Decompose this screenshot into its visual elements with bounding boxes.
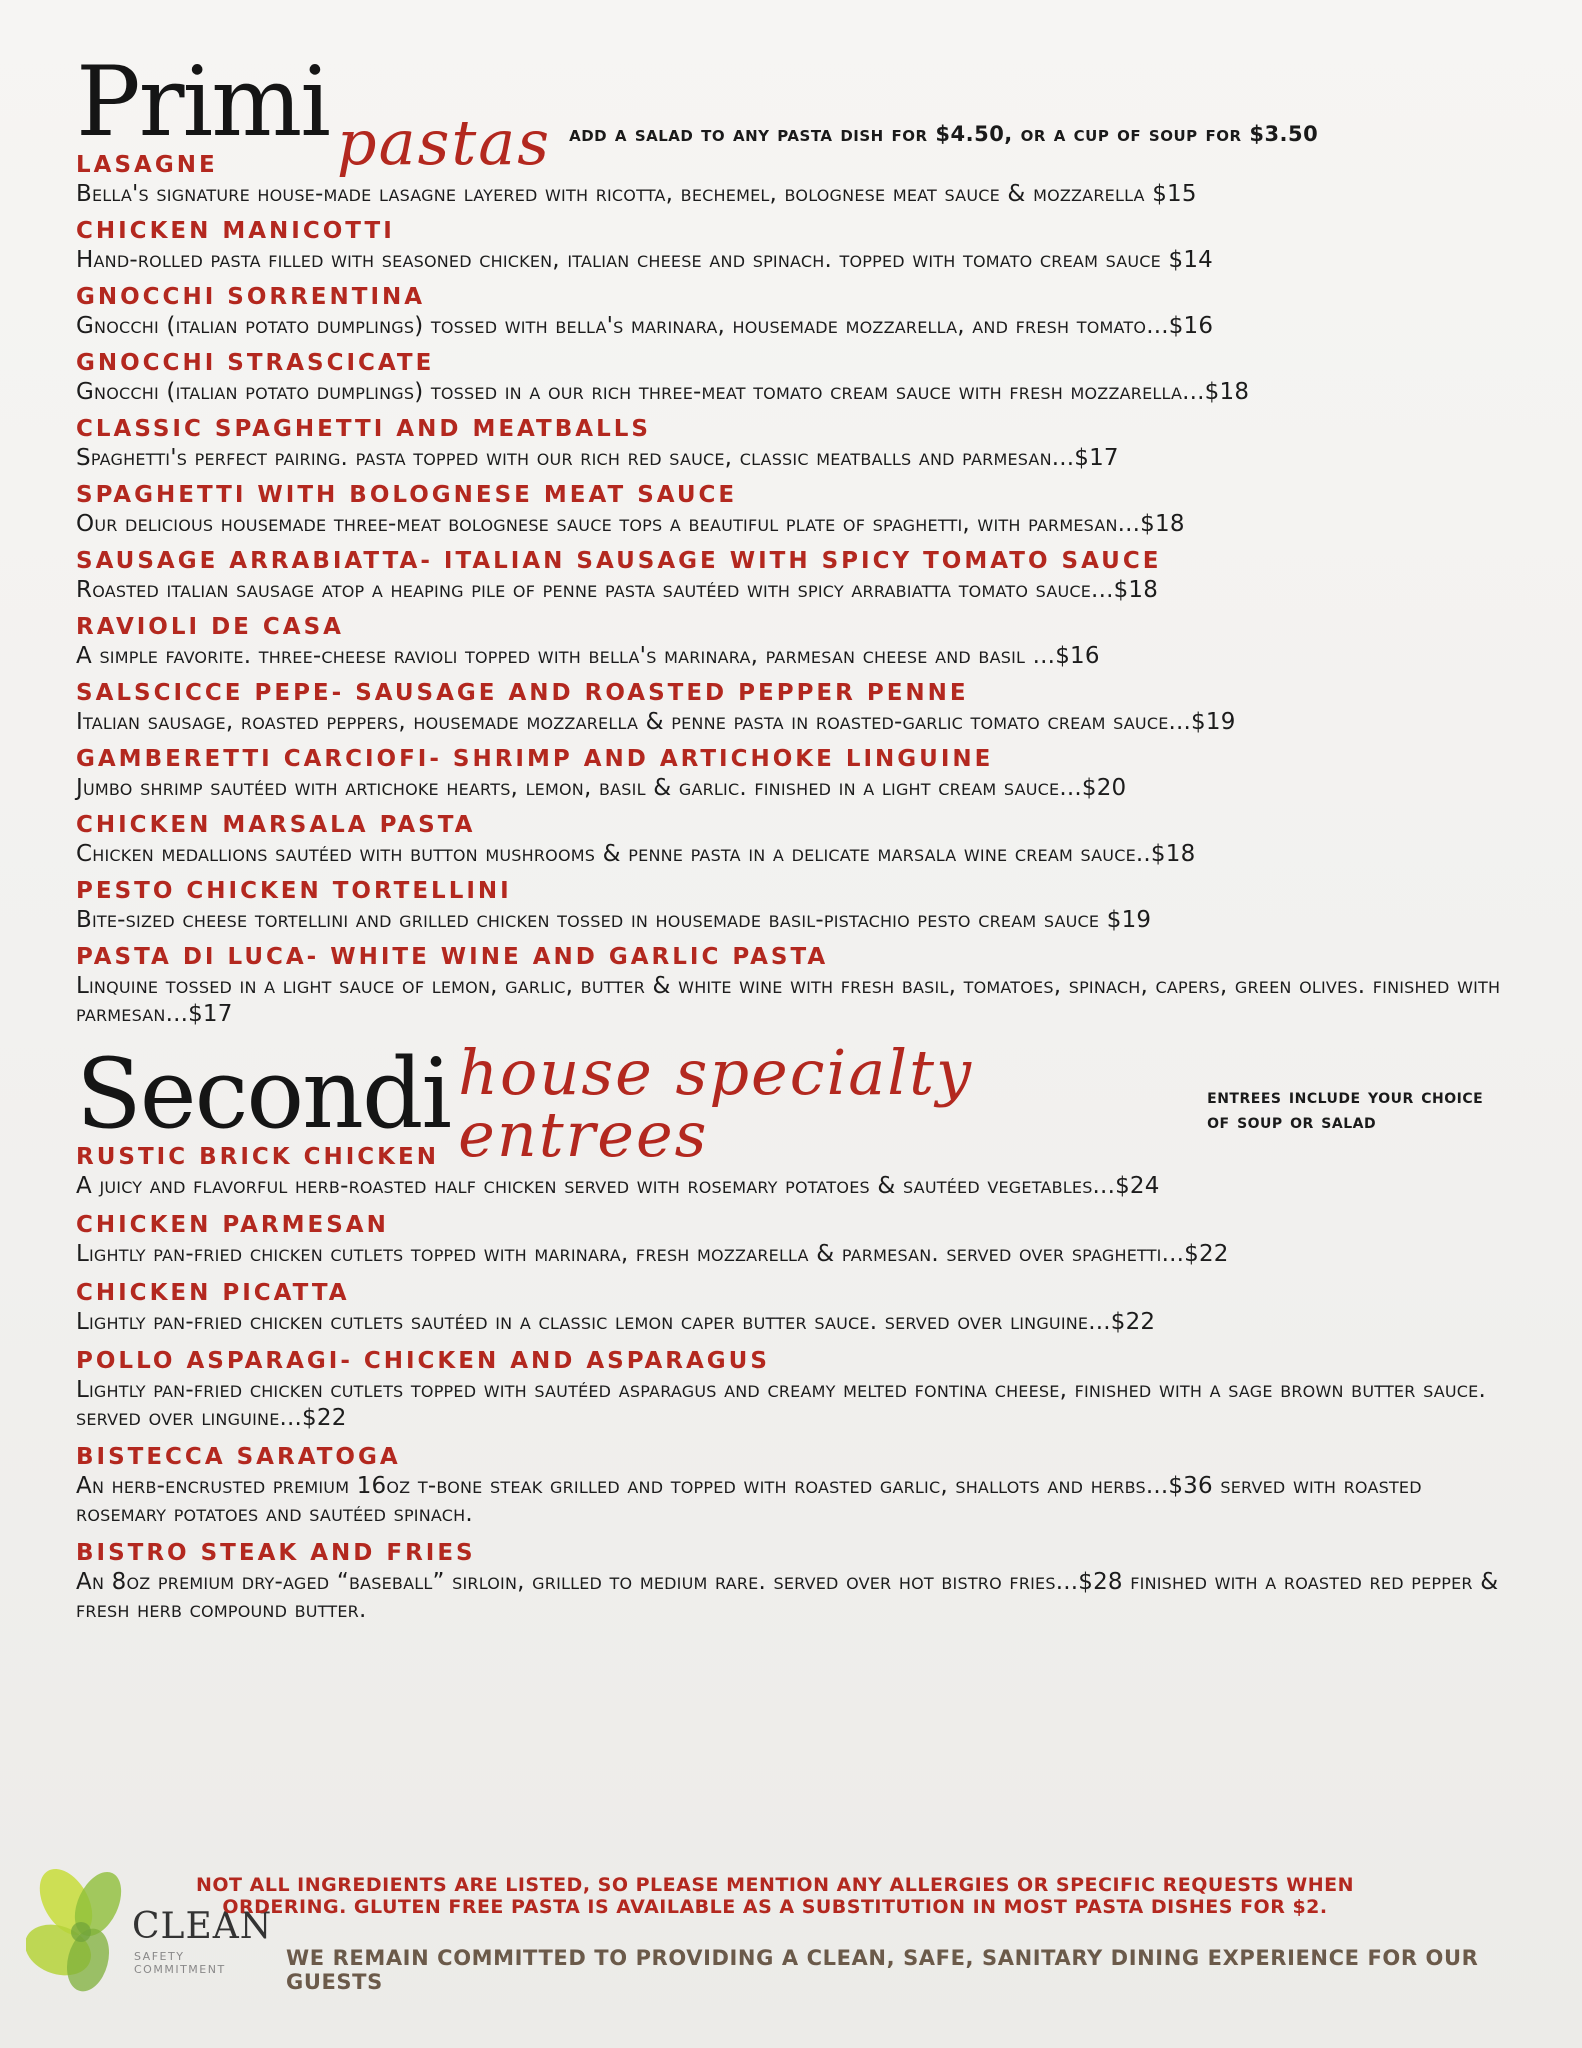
logo-word: CLEAN [132,1906,273,1947]
menu-item [76,942,1512,1028]
menu-item-description: Italian sausage, roasted peppers, housemade mozzarella & penne pasta in roasted-garlic tomato cream sauce...$19 [76,709,1236,735]
menu-item-description: Spaghetti's perfect pairing. pasta topped with our rich red sauce, classic meatballs and parmesan...$17 [76,445,1119,471]
menu-item-description: Gnocchi (italian potato dumplings) tossed with bella's marinara, housemade mozzarella, and fresh tomato...$16 [76,313,1214,339]
menu-item-name: POLLO ASPARAGI- CHICKEN AND ASPARAGUS [76,1348,770,1374]
menu-item-description: An 8oz premium dry-aged “baseball” sirloin, grilled to medium rare. served over hot bistro fries...$28 finished with a roasted red pepper & fresh herb compound butter. [76,1569,1499,1623]
menu-item-description: Lightly pan-fried chicken cutlets topped with sautéed asparagus and creamy melted fontina cheese, finished with a sage brown butter sauce. served over linguine...$22 [76,1377,1486,1431]
primi-section [0,40,1582,1028]
menu-item [76,1538,1512,1624]
menu-item-name: BISTECCA SARATOGA [76,1444,401,1470]
leaf-icon [26,1862,136,2002]
primi-item-list [76,150,1512,1028]
menu-item [76,876,1512,934]
menu-item [76,414,1512,472]
menu-item-description: A juicy and flavorful herb-roasted half chicken served with rosemary potatoes & sautéed vegetables...$24 [76,1173,1160,1199]
menu-item-name: CHICKEN PICATTA [76,1280,350,1306]
menu-item [76,546,1512,604]
menu-item-name: CHICKEN PARMESAN [76,1212,389,1238]
menu-item-name: PASTA DI LUCA- WHITE WINE AND GARLIC PASTA [76,944,829,970]
primi-note: add a salad to any pasta dish for $4.50, or a cup of soup for $3.50 [569,122,1319,146]
menu-item-description: Hand-rolled pasta filled with seasoned chicken, italian cheese and spinach. topped with tomato cream sauce $14 [76,247,1213,273]
menu-item-name: PESTO CHICKEN TORTELLINI [76,878,512,904]
menu-item-name: CLASSIC SPAGHETTI AND MEATBALLS [76,416,651,442]
menu-item-description: Bite-sized cheese tortellini and grilled chicken tossed in housemade basil-pistachio pesto cream sauce $19 [76,907,1152,933]
menu-item [76,612,1512,670]
menu-item [76,1278,1512,1336]
secondi-subtitle: house specialty entrees [458,1036,974,1171]
menu-item [76,150,1512,208]
menu-item-name: GNOCCHI SORRENTINA [76,284,426,310]
menu-item-description: Linquine tossed in a light sauce of lemon, garlic, butter & white wine with fresh basil, tomatoes, spinach, capers, green olives. finished with parmesan...$17 [76,973,1501,1027]
menu-item-name: GNOCCHI STRASCICATE [76,350,435,376]
menu-item-name: CHICKEN MARSALA PASTA [76,812,476,838]
allergy-note: NOT ALL INGREDIENTS ARE LISTED, SO PLEASE MENTION ANY ALLERGIES OR SPECIFIC REQUESTS WHEN ORDERING. GLUTEN FREE PASTA IS AVAILABLE AS A SUBSTITUTION IN MOST PASTA DISHES FOR $2. [196,1874,1354,1918]
menu-item-name: BISTRO STEAK AND FRIES [76,1540,476,1566]
primi-subtitle: pastas [336,106,552,179]
menu-item-name: LASAGNE [76,152,218,178]
menu-item-description: Gnocchi (italian potato dumplings) tossed in a our rich three-meat tomato cream sauce with fresh mozzarella...$18 [76,379,1250,405]
secondi-title: Secondi [76,1038,451,1150]
commitment-note: WE REMAIN COMMITTED TO PROVIDING A CLEAN, SAFE, SANITARY DINING EXPERIENCE FOR OUR GUESTS [286,1946,1479,1994]
menu-item-description: Jumbo shrimp sautéed with artichoke hearts, lemon, basil & garlic. finished in a light cream sauce...$20 [76,775,1127,801]
menu-item [76,810,1512,868]
primi-title: Primi [76,46,329,158]
menu-item-name: RUSTIC BRICK CHICKEN [76,1144,439,1170]
menu-item-name: SPAGHETTI WITH BOLOGNESE MEAT SAUCE [76,482,738,508]
logo-subtitle: SAFETY COMMITMENT [134,1950,226,1976]
menu-item-name: GAMBERETTI CARCIOFI- SHRIMP AND ARTICHOKE LINGUINE [76,746,994,772]
menu-item-name: SALSCICCE PEPE- SAUSAGE AND ROASTED PEPPER PENNE [76,680,969,706]
menu-item [76,678,1512,736]
menu-item [76,1442,1512,1528]
menu-item [76,744,1512,802]
menu-item-name: RAVIOLI DE CASA [76,614,344,640]
menu-item-description: Our delicious housemade three-meat bolognese sauce tops a beautiful plate of spaghetti, with parmesan...$18 [76,511,1185,537]
menu-item [76,1346,1512,1432]
menu-item [76,348,1512,406]
menu-item-description: A simple favorite. three-cheese ravioli topped with bella's marinara, parmesan cheese and basil ...$16 [76,643,1100,669]
secondi-item-list [76,1142,1512,1624]
menu-item-description: An herb-encrusted premium 16oz t-bone steak grilled and topped with roasted garlic, shallots and herbs...$36 served with roasted rosemary potatoes and sautéed spinach. [76,1473,1422,1527]
menu-item-name: CHICKEN MANICOTTI [76,218,395,244]
menu-item-name: SAUSAGE ARRABIATTA- ITALIAN SAUSAGE WITH SPICY TOMATO SAUCE [76,548,1162,574]
menu-item-description: Lightly pan-fried chicken cutlets topped with marinara, fresh mozzarella & parmesan. served over spaghetti...$22 [76,1241,1229,1267]
menu-item [76,216,1512,274]
menu-footer [0,1862,1582,2048]
menu-item-description: Chicken medallions sautéed with button mushrooms & penne pasta in a delicate marsala wine cream sauce..$18 [76,841,1196,867]
menu-item-description: Bella's signature house-made lasagne layered with ricotta, bechemel, bolognese meat sauce & mozzarella $15 [76,181,1197,207]
menu-item [76,282,1512,340]
menu-item [76,1210,1512,1268]
secondi-note: entrees include your choice of soup or salad [1207,1084,1484,1133]
menu-item [76,480,1512,538]
secondi-section [0,1036,1582,1624]
menu-item-description: Lightly pan-fried chicken cutlets sautéed in a classic lemon caper butter sauce. served over linguine...$22 [76,1309,1156,1335]
menu-item-description: Roasted italian sausage atop a heaping pile of penne pasta sautéed with spicy arrabiatta tomato sauce...$18 [76,577,1159,603]
